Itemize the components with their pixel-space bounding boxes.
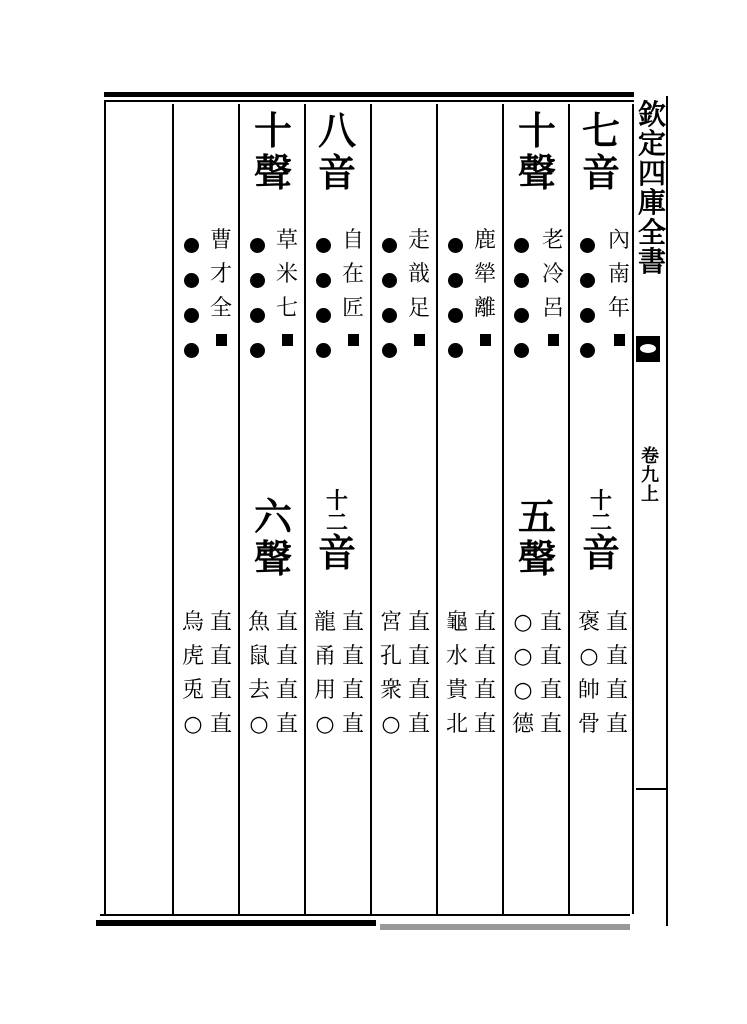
left-border: [104, 100, 106, 916]
column-sub-text: 走 戠 足: [408, 230, 430, 358]
text-column: [174, 104, 238, 912]
margin-volume-char: 九: [641, 464, 659, 486]
margin-title-char: 庫: [638, 186, 667, 220]
margin-title-char: 四: [638, 156, 667, 190]
margin-title-char: 欽: [638, 98, 667, 131]
entry-row-right: 直 直 直 直: [474, 610, 497, 737]
dot-markers: [580, 238, 595, 378]
dot-markers: [448, 238, 463, 378]
margin-volume: [638, 448, 662, 505]
entry-row-left: 龍 甬 用 ○: [314, 610, 337, 737]
margin-tick: [636, 788, 666, 790]
entry-row-right: 直 直 直 直: [210, 610, 233, 737]
entry-row-right: 直 直 直 直: [276, 610, 299, 737]
column-heading: 七 音: [582, 108, 621, 195]
entry-row-right: 直 直 直 直: [540, 610, 563, 737]
text-column: [240, 104, 304, 912]
entry-row-right: 直 直 直 直: [408, 610, 431, 737]
dot-markers: [184, 238, 199, 378]
entry-row-right: 直 直 直 直: [606, 610, 629, 737]
entry-row-left: 烏 虎 兎 ○: [182, 610, 205, 737]
margin-title-char: 定: [638, 127, 667, 161]
column-heading: 十 聲: [254, 108, 293, 195]
dot-markers: [514, 238, 529, 378]
dot-markers: [382, 238, 397, 378]
dot-markers: [250, 238, 265, 378]
column-sub-text: 曹 才 全: [210, 230, 232, 358]
bottom-border-thin: [100, 914, 630, 916]
right-border-outer: [666, 96, 668, 926]
column-heading: 六 聲: [254, 494, 293, 581]
column-heading: 十 二 音: [582, 488, 621, 575]
dot-markers: [316, 238, 331, 378]
text-column: [372, 104, 436, 912]
entry-row-right: 直 直 直 直: [342, 610, 365, 737]
column-sub-text: 內 南 年: [608, 230, 630, 358]
text-column: [570, 104, 634, 912]
margin-book-title: [638, 100, 666, 276]
column-heading: 八 音: [318, 108, 357, 195]
column-sub-text: 鹿 犖 離: [474, 230, 496, 358]
fish-tail-mark: [636, 336, 660, 362]
text-column: [306, 104, 370, 912]
text-column: [504, 104, 568, 912]
bottom-border-thick: [96, 920, 376, 926]
text-column: [438, 104, 502, 912]
column-sub-text: 自 在 匠: [342, 230, 364, 358]
margin-title-char: 書: [638, 244, 667, 278]
column-sub-text: 老 冷 呂: [542, 230, 564, 358]
entry-row-left: ○ ○ ○ 德: [512, 610, 535, 737]
column-heading: 十 聲: [518, 108, 557, 195]
margin-volume-char: 上: [641, 483, 659, 505]
column-heading: 五 聲: [518, 494, 557, 581]
entry-row-left: 魚 鼠 去 ○: [248, 610, 271, 737]
column-heading: 十 二 音: [318, 488, 357, 575]
top-border-thick: [104, 92, 634, 97]
margin-title-char: 全: [638, 215, 667, 249]
entry-row-left: 褒 ○ 帥 骨: [578, 610, 601, 737]
margin-volume-char: 卷: [641, 446, 659, 467]
top-border-thin: [104, 100, 634, 102]
entry-row-left: 龜 水 貴 北: [446, 610, 469, 737]
entry-row-left: 宮 孔 衆 ○: [380, 610, 403, 737]
column-sub-text: 草 米 七: [276, 230, 298, 358]
bottom-smudge: [380, 924, 630, 930]
